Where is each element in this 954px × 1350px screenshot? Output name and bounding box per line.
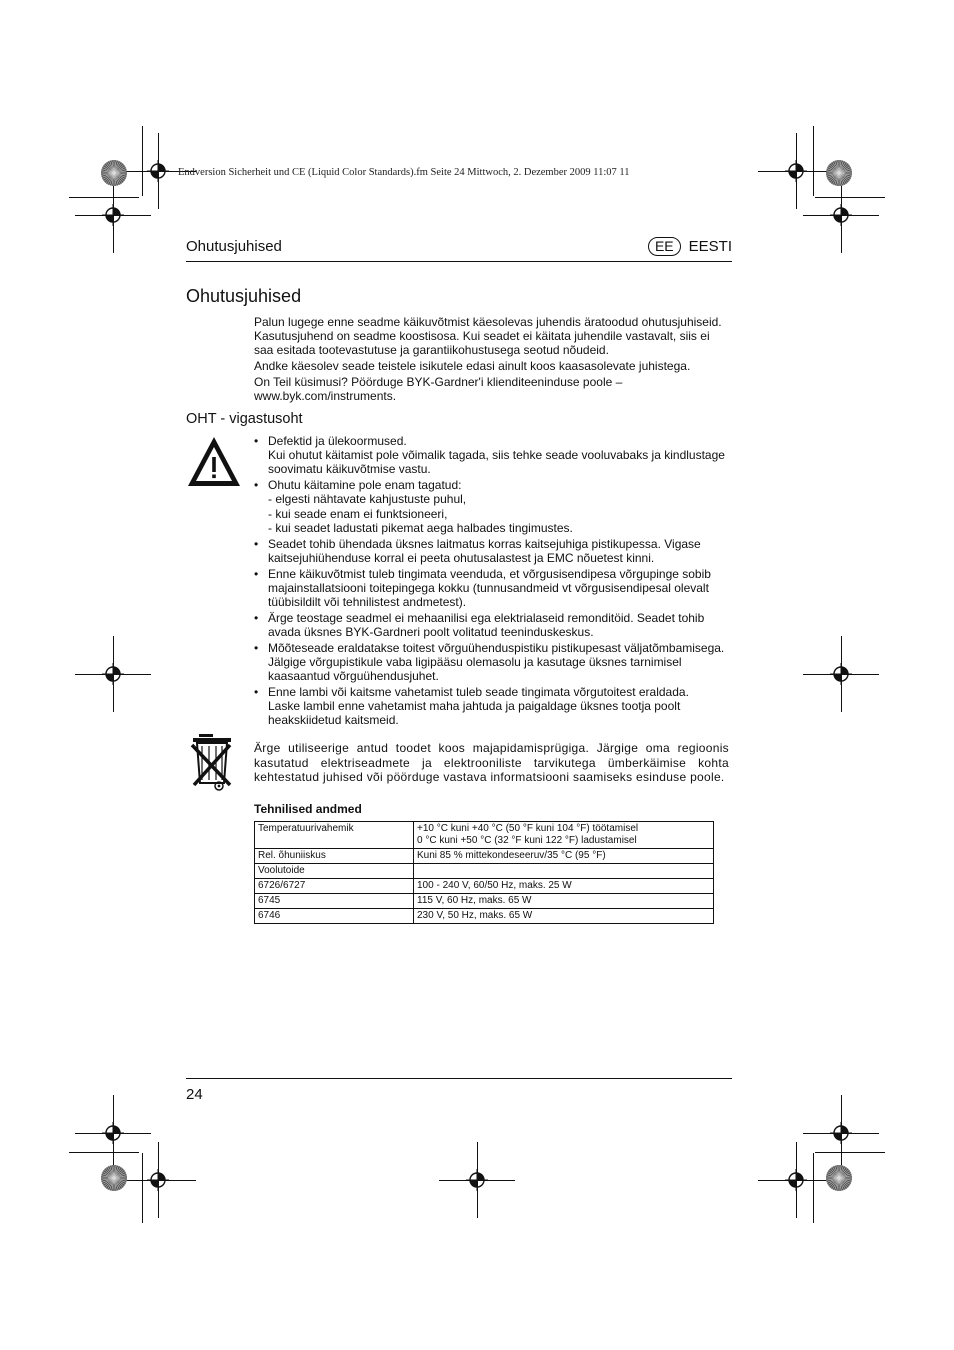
page-title: Ohutusjuhised	[186, 286, 302, 306]
language-indicator	[648, 237, 732, 256]
intro-text	[254, 315, 732, 405]
language-badge: EE	[648, 237, 681, 256]
spec-value-line: Kuni 85 % mittekondeseeruv/35 °C (95 °F)	[417, 850, 606, 861]
intro-paragraph: Andke käesolev seade teistele isikutele edasi ainult koos kaasasolevate juhistega.	[254, 359, 691, 373]
color-target-icon	[100, 159, 128, 187]
spec-value-line: 115 V, 60 Hz, maks. 65 W	[417, 895, 532, 906]
page-number: 24	[186, 1086, 203, 1103]
hazard-list	[254, 434, 734, 729]
crop-line	[142, 126, 143, 196]
registration-crosshair-icon	[785, 1169, 807, 1191]
registration-crosshair-icon	[147, 1169, 169, 1191]
registration-crosshair-icon	[102, 1122, 124, 1144]
spec-label: 6746	[255, 909, 414, 924]
crop-line	[815, 197, 885, 198]
color-target-icon	[100, 1164, 128, 1192]
print-file-line: Endversion Sicherheit und CE (Liquid Color Standards).fm Seite 24 Mittwoch, 2. Dezember 2009 11:07 11	[178, 167, 630, 178]
color-target-icon	[825, 1164, 853, 1192]
registration-crosshair-icon	[466, 1169, 488, 1191]
footer-rule	[186, 1078, 732, 1079]
crop-line	[69, 197, 139, 198]
spec-label: Rel. õhuniiskus	[255, 849, 414, 864]
crop-line	[142, 1153, 143, 1223]
hazard-item-line: - kui seadet ladustati pikemat aega halbades tingimustes.	[268, 520, 573, 535]
spec-value	[414, 879, 714, 894]
crop-line	[813, 1153, 814, 1223]
hazard-item-line: • Mõõteseade eraldatakse toitest võrguühenduspistiku pistikupesast väljatõmbamisega. Jälgige võrgupistikule vaba ligipääsu olemasolu ja kasutage üksnes tarnimisel kaasaantud võrguühendusjuhet.	[268, 640, 725, 684]
spec-value	[414, 822, 714, 849]
registration-crosshair-icon	[830, 1122, 852, 1144]
spec-label: 6726/6727	[255, 879, 414, 894]
hazard-list-item	[254, 611, 734, 639]
table-row	[255, 822, 714, 849]
spec-value-line: 0 °C kuni +50 °C (32 °F kuni 122 °F) ladustamisel	[417, 835, 637, 846]
hazard-list-item	[254, 478, 734, 535]
table-row	[255, 894, 714, 909]
hazard-item-line: Kui ohutut käitamist pole võimalik tagada, siis tehke seade vooluvabaks ja kindlustage soovimatu käikuvõtmise vastu.	[268, 448, 725, 477]
hazard-list-item	[254, 685, 734, 728]
hazard-heading: OHT - vigastusoht	[186, 411, 303, 427]
hazard-item-line: • Seadet tohib ühendada üksnes laitmatus korras kaitsejuhiga pistikupessa. Vigase kaitsejuhiühenduse korral ei peeta ohutusalastest ja EMC nõuetest kinni.	[268, 536, 701, 565]
registration-crosshair-icon	[830, 204, 852, 226]
table-row	[255, 864, 714, 879]
registration-crosshair-icon	[830, 663, 852, 685]
table-row	[255, 849, 714, 864]
hazard-list-item	[254, 434, 734, 477]
spec-label: Voolutoide	[255, 864, 414, 879]
table-row	[255, 879, 714, 894]
hazard-item-line: - kui seade enam ei funktsioneeri,	[268, 506, 448, 521]
hazard-item-line: - elgesti nähtavate kahjustuste puhul,	[268, 492, 467, 507]
crop-line	[815, 1152, 885, 1153]
header-rule	[186, 261, 732, 262]
technical-data-table	[254, 821, 714, 924]
hazard-item-line: • Enne lambi või kaitsme vahetamist tuleb seade tingimata võrgutoitest eraldada.	[268, 685, 689, 700]
intro-paragraph: Palun lugege enne seadme käikuvõtmist käesolevas juhendis äratoodud ohutusjuhiseid. Kasutusjuhend on seadme koostisosa. Kui seadet ei käitata juhendile vastavalt, siis ei saa esitada tootevastutuse ja garantiikohustusega seotud nõudeid.	[254, 315, 722, 357]
spec-value	[414, 849, 714, 864]
crop-line	[813, 126, 814, 196]
hazard-list-item	[254, 567, 734, 610]
spec-value	[414, 894, 714, 909]
language-name: EESTI	[688, 238, 732, 255]
hazard-item-line: Laske lambil enne vahetamist maha jahtuda ja paigaldage üksnes tootja poolt heakskiidetud kaitsmeid.	[268, 699, 681, 728]
spec-value-line	[417, 865, 710, 877]
spec-value-line: 100 - 240 V, 60/50 Hz, maks. 25 W	[417, 880, 572, 891]
running-header-title: Ohutusjuhised	[186, 238, 282, 255]
hazard-list-item	[254, 641, 734, 684]
table-row	[255, 909, 714, 924]
hazard-item-line: • Ärge teostage seadmel ei mehaanilisi ega elektrialaseid remonditöid. Seadet tohib avada üksnes BYK-Gardneri poolt volitatud teeninduskeskus.	[268, 610, 705, 640]
warning-triangle-icon	[186, 435, 242, 488]
hazard-item-line: • Enne käikuvõtmist tuleb tingimata veenduda, et võrgusisendipesa võrgupinge sobib majainstallatsiooni toitepingega kokku (tunnusandmeid vt võrgusisendipesal olevalt tüübisildilt või tehnilistest andmetest).	[268, 566, 711, 610]
hazard-list-item	[254, 537, 734, 565]
spec-label: Temperatuurivahemik	[255, 822, 414, 849]
spec-value	[414, 909, 714, 924]
crop-line	[69, 1152, 139, 1153]
registration-crosshair-icon	[102, 204, 124, 226]
spec-value-line: +10 °C kuni +40 °C (50 °F kuni 104 °F) töötamisel	[417, 823, 639, 834]
registration-crosshair-icon	[147, 160, 169, 182]
wheelie-bin-crossed-icon	[190, 733, 234, 793]
spec-label: 6745	[255, 894, 414, 909]
hazard-item-line: • Ohutu käitamine pole enam tagatud:	[268, 478, 462, 493]
disposal-notice: Ärge utiliseerige antud toodet koos majapidamisprügiga. Järgige oma regioonis kasutatud elektriseadmete ja elektrooniliste tarvikutega ümberkäimise kohta kehtestatud juhised või pöörduge vastava informatsiooni saamiseks esinduse poole.	[254, 741, 729, 784]
intro-paragraph: On Teil küsimusi? Pöörduge BYK-Gardner'i klienditeeninduse poole – www.byk.com/instruments.	[254, 375, 623, 403]
registration-crosshair-icon	[785, 160, 807, 182]
hazard-item-line: • Defektid ja ülekoormused.	[268, 434, 407, 448]
color-target-icon	[825, 159, 853, 187]
technical-data-heading: Tehnilised andmed	[254, 802, 362, 816]
spec-value-line: 230 V, 50 Hz, maks. 65 W	[417, 910, 533, 921]
spec-value	[414, 864, 714, 879]
registration-crosshair-icon	[102, 663, 124, 685]
